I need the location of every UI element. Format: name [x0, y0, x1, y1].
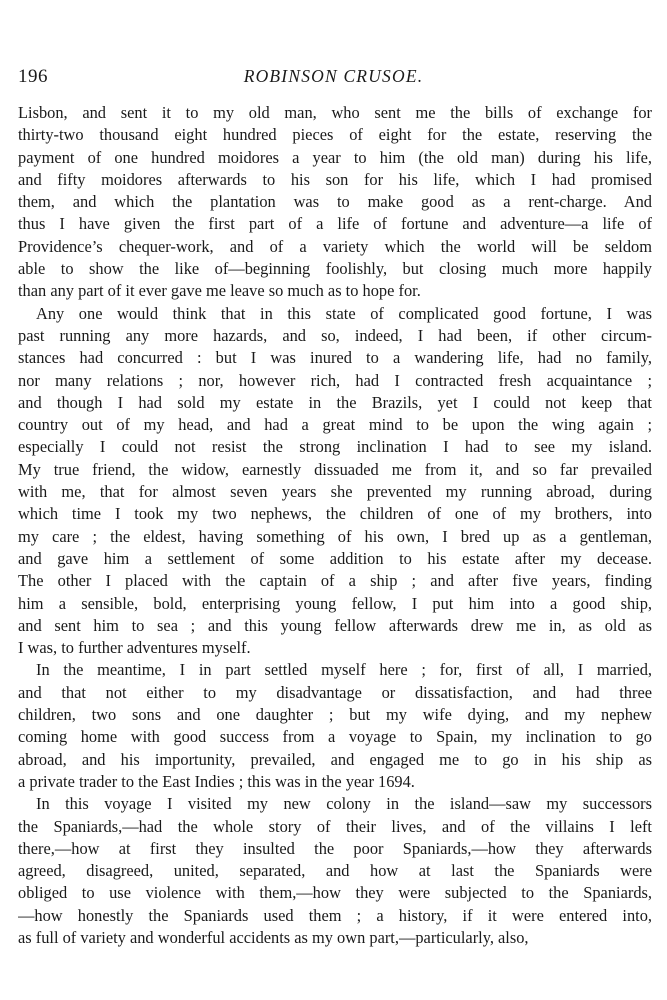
page-number: 196 [18, 66, 48, 87]
text-line: coming home with good success from a voyage to Spain, my inclination to go [18, 727, 652, 747]
running-title: ROBINSON CRUSOE. [243, 66, 424, 86]
text-line: country out of my head, and had a great mind to be upon the wing again ; [18, 415, 652, 435]
text-line: the Spaniards,—had the whole story of their lives, and of the villains I left [18, 816, 652, 836]
page-header [18, 66, 649, 92]
text-line: and sent him to sea ; and this young fellow afterwards drew me in, as old as [18, 615, 652, 635]
paragraph [18, 793, 652, 949]
text-line: as full of variety and wonderful accidents as my own part,—particularly, also, [18, 927, 529, 947]
text-line: him a sensible, bold, enterprising young fellow, I put him into a good ship, [18, 593, 652, 613]
text-line: my care ; the eldest, having something of his own, I bred up as a gentleman, [18, 526, 652, 546]
text-line: agreed, disagreed, united, separated, and how at last the Spaniards were [18, 861, 652, 881]
text-line: able to show the like of—beginning foolishly, but closing much more happily [18, 259, 652, 279]
text-line: In the meantime, I in part settled myself here ; for, first of all, I married, [36, 660, 652, 680]
text-line: thus I have given the first part of a life of fortune and adventure—a life of [18, 214, 652, 234]
text-line: My true friend, the widow, earnestly dissuaded me from it, and so far prevailed [18, 459, 652, 479]
text-line: and fifty moidores afterwards to his son for his life, which I had promised [18, 169, 652, 189]
text-line: stances had concurred : but I was inured to a wandering life, had no family, [18, 348, 652, 368]
text-line: with me, that for almost seven years she prevented my running abroad, during [18, 482, 652, 502]
text-line: The other I placed with the captain of a ship ; and after five years, finding [18, 571, 652, 591]
text-line: a private trader to the East Indies ; this was in the year 1694. [18, 771, 415, 791]
text-line: Providence’s chequer-work, and of a variety which the world will be seldom [18, 236, 652, 256]
text-line: and that not either to my disadvantage or dissatisfaction, and had three [18, 682, 652, 702]
text-line: especially I could not resist the strong inclination I had to see my island. [18, 437, 652, 457]
paragraph [18, 102, 652, 303]
text-line: there,—how at first they insulted the poor Spaniards,—how they afterwards [18, 838, 652, 858]
text-line: obliged to use violence with them,—how they were subjected to the Spaniards, [18, 883, 652, 903]
text-line: —how honestly the Spaniards used them ; a history, if it were entered into, [18, 905, 652, 925]
text-line: and though I had sold my estate in the Brazils, yet I could not keep that [18, 392, 652, 412]
paragraph [18, 659, 652, 793]
text-line: which time I took my two nephews, the children of one of my brothers, into [18, 504, 652, 524]
text-line: children, two sons and one daughter ; but my wife dying, and my nephew [18, 705, 652, 725]
text-line: past running any more hazards, and so, indeed, I had been, if other circum- [18, 325, 652, 345]
text-line: payment of one hundred moidores a year to him (the old man) during his life, [18, 147, 652, 167]
text-line: than any part of it ever gave me leave so much as to hope for. [18, 281, 421, 301]
text-line: Lisbon, and sent it to my old man, who sent me the bills of exchange for [18, 103, 652, 122]
text-line: them, and which the plantation was to make good as a rent-charge. And [18, 192, 652, 212]
text-line: nor many relations ; nor, however rich, had I contracted fresh acquaintance ; [18, 370, 652, 390]
text-line: I was, to further adventures myself. [18, 638, 251, 658]
text-line: and gave him a settlement of some addition to his estate after my decease. [18, 548, 652, 568]
text-line: thirty-two thousand eight hundred pieces of eight for the estate, reserving the [18, 125, 652, 145]
paragraph [18, 303, 652, 660]
text-line: In this voyage I visited my new colony in the island—saw my successors [36, 794, 652, 814]
text-line: abroad, and his importunity, prevailed, and engaged me to go in his ship as [18, 749, 652, 769]
text-line: Any one would think that in this state of complicated good fortune, I was [36, 303, 652, 323]
body-text [18, 102, 652, 949]
